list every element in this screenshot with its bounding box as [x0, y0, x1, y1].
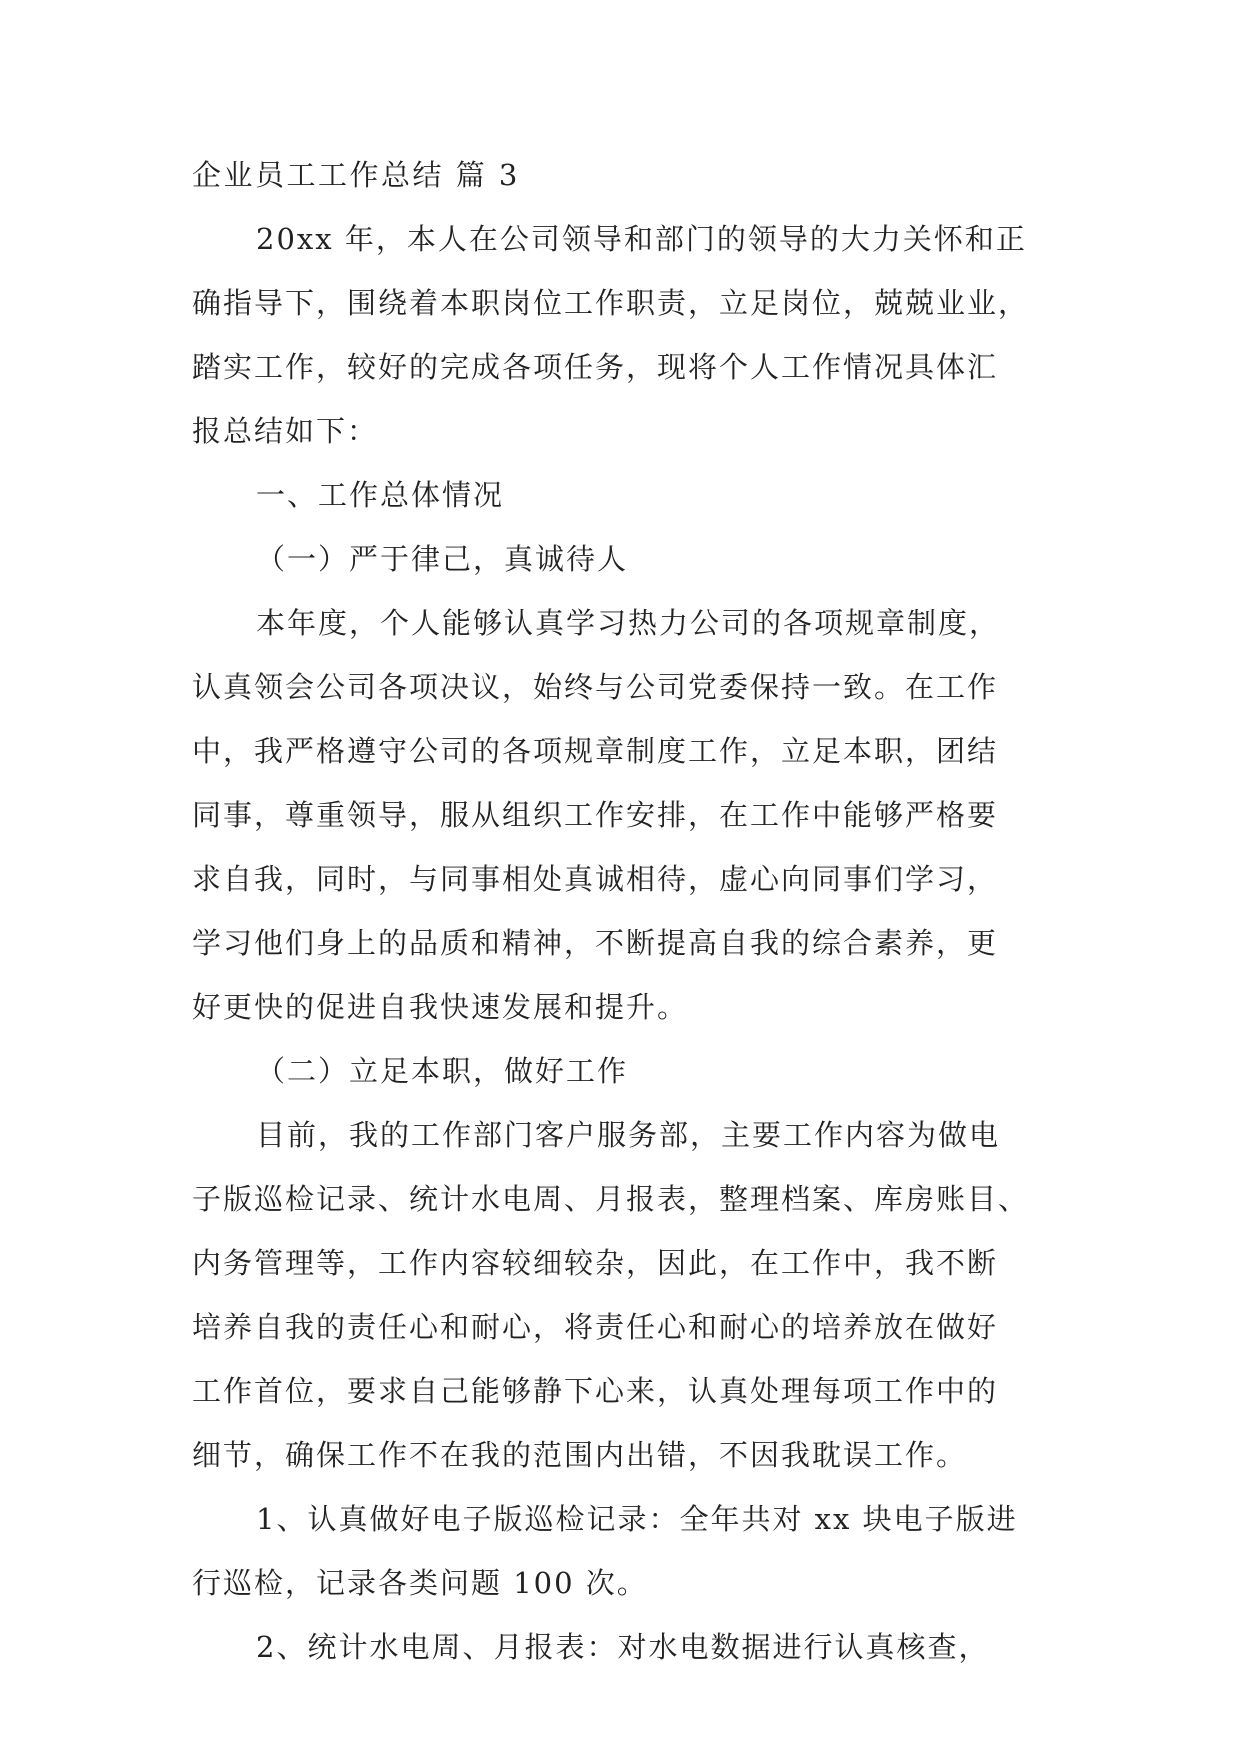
paragraph-line: 踏实工作，较好的完成各项任务，现将个人工作情况具体汇: [192, 350, 999, 384]
document-title: 企业员工工作总结 篇 3: [192, 158, 520, 192]
paragraph-line: 认真领会公司各项决议，始终与公司党委保持一致。在工作: [192, 670, 999, 704]
list-item-line: 1、认真做好电子版巡检记录：全年共对 xx 块电子版进: [256, 1502, 1018, 1536]
paragraph-line: 子版巡检记录、统计水电周、月报表，整理档案、库房账目、: [192, 1182, 1030, 1216]
paragraph-line: 目前，我的工作部门客户服务部，主要工作内容为做电: [256, 1118, 1001, 1152]
document-body: [192, 160, 1072, 1696]
paragraph-line: 20xx 年，本人在公司领导和部门的领导的大力关怀和正: [256, 222, 1027, 256]
paragraph-line: 培养自我的责任心和耐心，将责任心和耐心的培养放在做好: [192, 1310, 999, 1344]
paragraph-line: 工作首位，要求自己能够静下心来，认真处理每项工作中的: [192, 1374, 999, 1408]
list-item-line: 行巡检，记录各类问题 100 次。: [192, 1566, 648, 1600]
paragraph-line: 报总结如下：: [192, 414, 379, 448]
section-heading: 一、工作总体情况: [256, 478, 505, 512]
paragraph-line: 同事，尊重领导，服从组织工作安排，在工作中能够严格要: [192, 798, 999, 832]
paragraph-line: 好更快的促进自我快速发展和提升。: [192, 990, 689, 1024]
paragraph-line: 本年度，个人能够认真学习热力公司的各项规章制度，: [256, 606, 1001, 640]
list-item-line: 2、统计水电周、月报表：对水电数据进行认真核查，: [256, 1630, 990, 1664]
paragraph-line: 细节，确保工作不在我的范围内出错，不因我耽误工作。: [192, 1438, 968, 1472]
paragraph-line: 中，我严格遵守公司的各项规章制度工作，立足本职，团结: [192, 734, 999, 768]
paragraph-line: 学习他们身上的品质和精神，不断提高自我的综合素养，更: [192, 926, 999, 960]
paragraph-line: 求自我，同时，与同事相处真诚相待，虚心向同事们学习，: [192, 862, 999, 896]
subsection-heading: （一）严于律己，真诚待人: [256, 542, 629, 576]
paragraph-line: 确指导下，围绕着本职岗位工作职责，立足岗位，兢兢业业，: [192, 286, 1030, 320]
subsection-heading: （二）立足本职，做好工作: [256, 1054, 629, 1088]
paragraph-line: 内务管理等，工作内容较细较杂，因此，在工作中，我不断: [192, 1246, 999, 1280]
